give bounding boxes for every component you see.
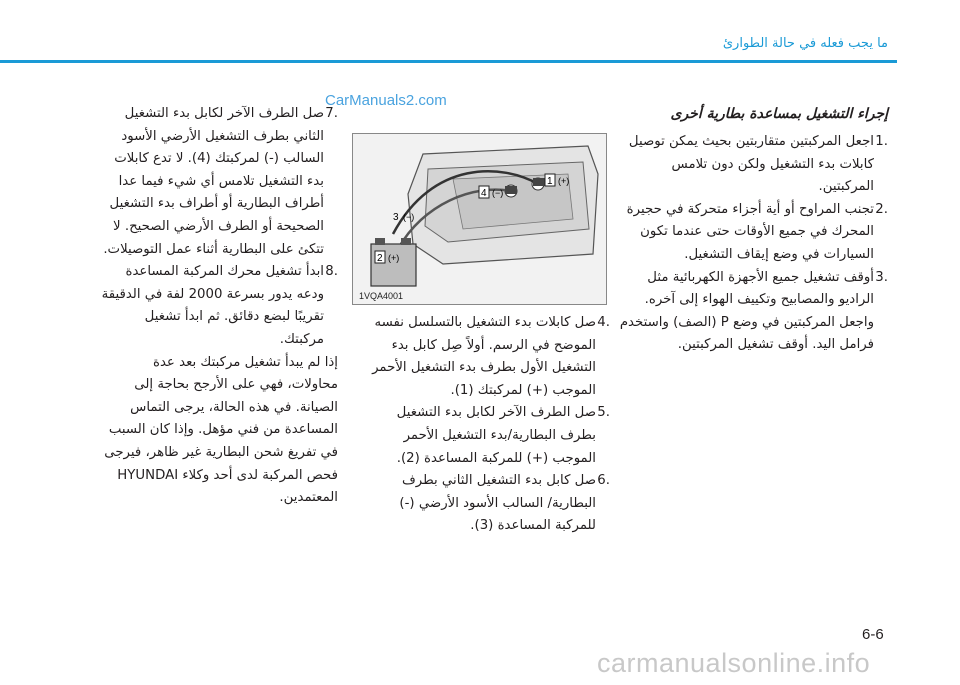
step-8 [100,261,338,351]
figure-label-3: 3 [393,212,399,223]
step-text: صل كابل بدء التشغيل الثاني بطرف البطارية/ السالب الأسود الأرضي (-) للمركبة المساعدة (3). [399,473,596,534]
step-1 [616,131,888,199]
step-text: أوقف تشغيل جميع الأجهزة الكهربائية مثل الراديو والمصابيح وتكييف الهواء إلى آخره. واجعل المركبتين في وضع P (الصف) واستخدم فرامل اليد. أوقف تشغيل المركبتين. [619,269,874,353]
figure-label-3-sign: (−) [403,212,415,222]
step-5 [365,402,610,470]
figure-label-2: 2 [377,253,383,264]
jump-start-illustration [353,134,606,304]
step-text: صل الطرف الآخر لكابل بدء التشغيل بطرف البطارية/بدء التشغيل الأحمر الموجب (+) للمركبة المساعدة (2). [396,405,596,466]
step-number: .8 [325,264,338,280]
step-2 [616,199,888,267]
step-text: تجنب المراوح أو أية أجزاء متحركة في حجيرة المحرك في جميع الأوقات حتى عندما تكون السيارات في وضع إيقاف التشغيل. [626,201,874,262]
step-4 [365,312,610,402]
step-text: ابدأ تشغيل محرك المركبة المساعدة ودعه يدور بسرعة 2000 لفة في الدقيقة تقريبًا لبضع دقائق. ثم ابدأ تشغيل مركبتك. [101,264,324,347]
watermark-bottom[interactable]: carmanualsonline.info [597,648,871,678]
figure-label-2-sign: (+) [388,253,400,263]
figure-label-1: 1 [547,176,553,187]
step-number: .6 [597,473,610,489]
figure-label-4: 4 [481,188,487,199]
step-3 [616,267,888,357]
column-middle [365,312,610,538]
step-text: اجعل المركبتين متقاربتين بحيث يمكن توصيل كابلات بدء التشغيل ولكن دون تلامس المركبتين. [628,134,874,195]
step-number: .3 [875,269,888,285]
step-number: .7 [325,106,338,121]
step-number: .2 [875,201,888,217]
step-text: صل الطرف الآخر لكابل بدء التشغيل الثاني بطرف التشغيل الأرضي الأسود السالب (-) لمركبتك (4). لا تدع كابلات بدء التشغيل تلامس أي شيء فيما عدا أطراف البطارية أو أطراف بدء التشغيل الصحيحة أو الطرف الأرضي الصحيح. لا تتكئ على البطارية أثناء عمل التوصيلات. [103,106,324,257]
closing-paragraph: إذا لم يبدأ تشغيل مركبتك بعد عدة محاولات، فهي على الأرجح بحاجة إلى الصيانة. في هذه الحالة، يرجى التماس المساعدة من فني مؤهل. وإذا كان السبب في تفريغ شحن البطارية غير ظاهر، فيرجى فحص المركبة لدى أحد وكلاء HYUNDAI المعتمدين. [104,354,338,506]
page-number: 6-6 [862,626,884,643]
watermark-top[interactable]: CarManuals2.com [325,92,447,109]
column-left [100,103,338,510]
section-heading: إجراء التشغيل بمساعدة بطارية أخرى [670,106,888,122]
step-number: .4 [597,315,610,330]
jump-start-figure [352,133,607,305]
header-rule [0,60,897,63]
step-6 [365,470,610,538]
figure-label-1-sign: (+) [558,176,570,186]
step-7 [100,103,338,261]
page-header-title: ما يجب فعله في حالة الطوارئ [722,36,888,51]
column-right [616,103,888,357]
step-number: .5 [597,405,610,421]
step-number: .1 [875,134,888,149]
figure-code: 1VQA4001 [359,291,404,301]
figure-label-4-sign: (−) [492,188,504,198]
step-text: صل كابلات بدء التشغيل بالتسلسل نفسه الموضح في الرسم. أولاً صِل كابل بدء التشغيل الأول بطرف بدء التشغيل الأحمر الموجب (+) لمركبتك (1). [372,315,596,398]
